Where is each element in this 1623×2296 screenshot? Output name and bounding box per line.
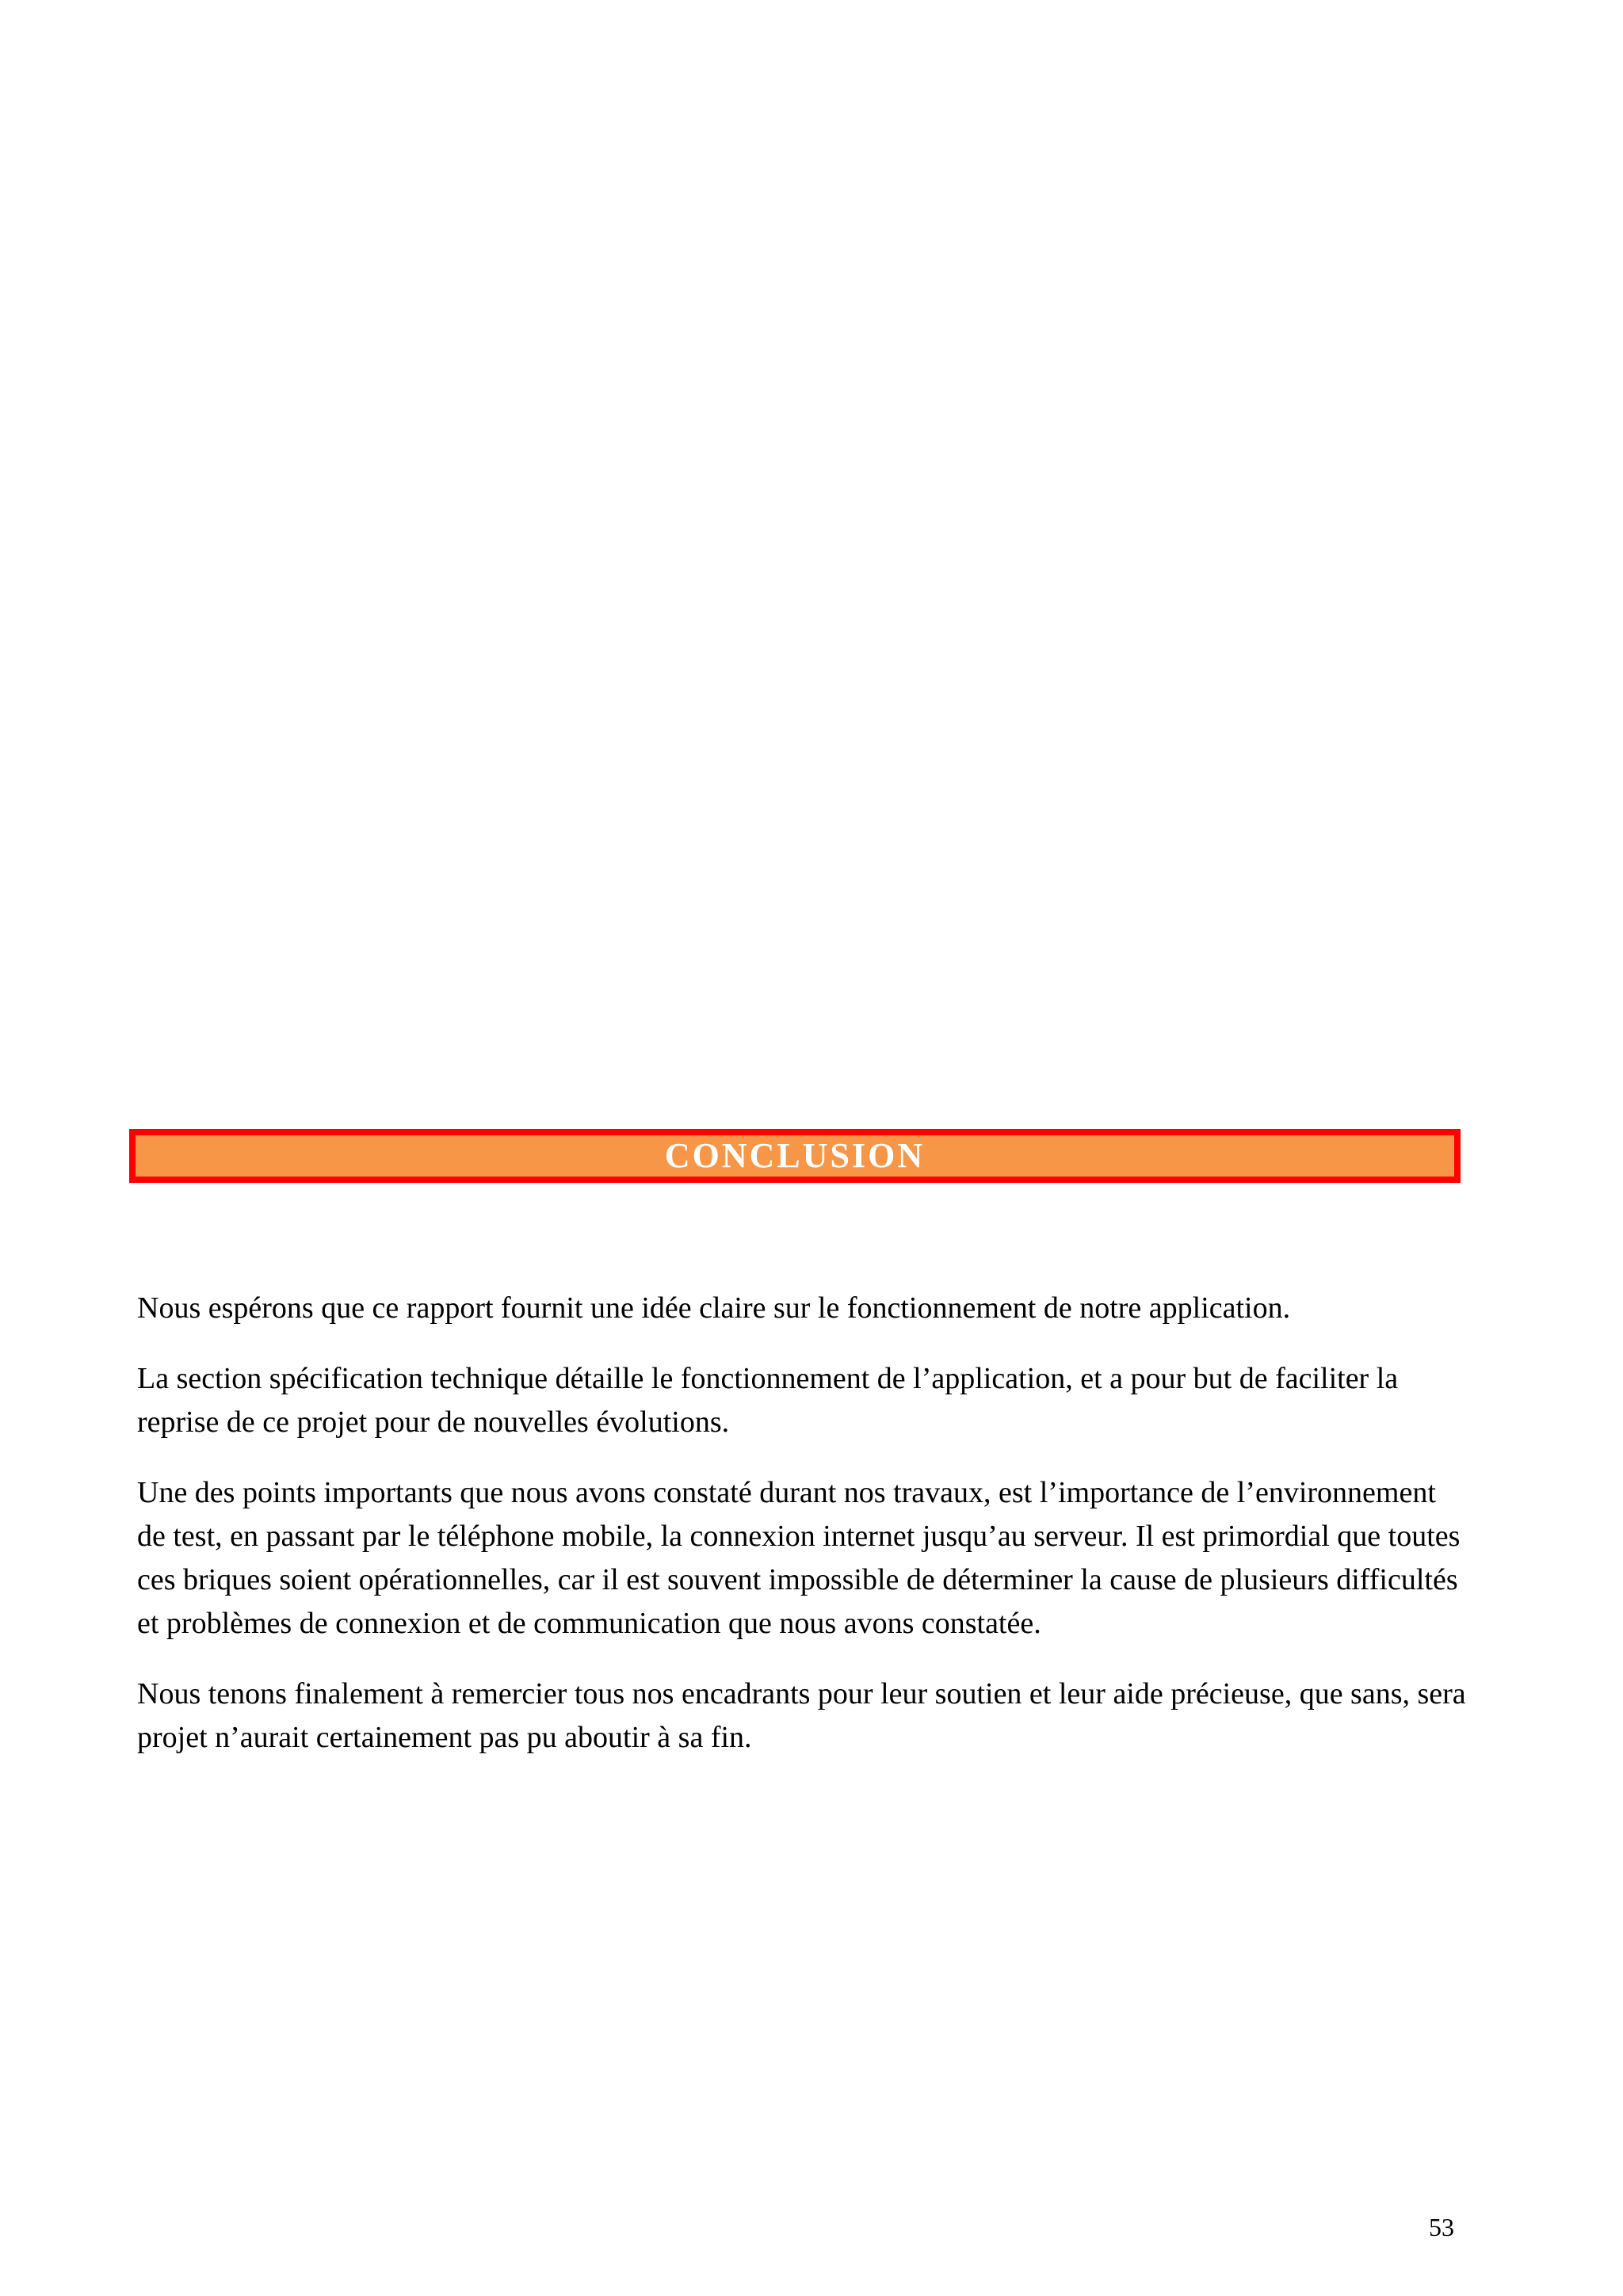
paragraph-4: Nous tenons finalement à remercier tous nos encadrants pour leur soutien et leur aide précieuse, que sans, sera projet n’aurait certainement pas pu aboutir à sa fin. — [137, 1677, 1466, 1754]
paragraph-2: La section spécification technique détaille le fonctionnement de l’application, et a pour but de faciliter la reprise de ce projet pour de nouvelles évolutions. — [137, 1362, 1399, 1439]
section-heading: CONCLUSION — [664, 1136, 926, 1175]
page-number: 53 — [1429, 2213, 1454, 2241]
section-heading-box — [129, 1129, 1461, 1183]
paragraph-3: Une des points importants que nous avons constaté durant nos travaux, est l’importance de l’environnement de test, en passant par le téléphone mobile, la connexion internet jusqu’au serveur. Il est primordial que toutes ces briques soient opérationnelles, car il est souvent impossible de déterminer la cause de plusieurs difficultés et problèmes de connexion et de communication que nous avons constatée. — [137, 1476, 1461, 1640]
paragraph-1: Nous espérons que ce rapport fournit une idée claire sur le fonctionnement de notre application. — [137, 1291, 1291, 1325]
body-text — [137, 1287, 1468, 1787]
